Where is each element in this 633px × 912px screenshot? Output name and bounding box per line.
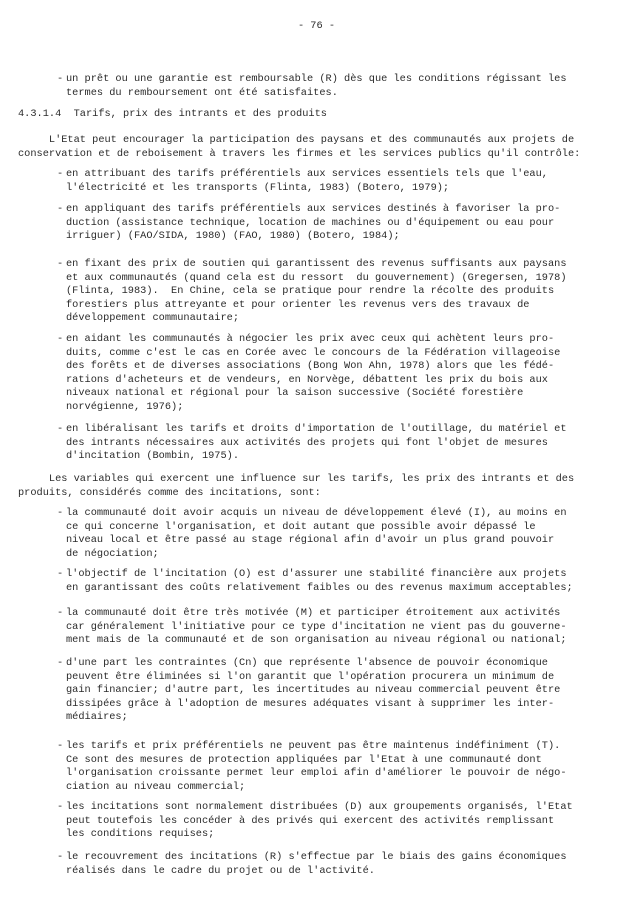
- list-item: [57, 423, 567, 464]
- text-line: (Flinta, 1983). En Chine, cela se pratique pour rendre la récolte des produits: [66, 285, 555, 298]
- text-line: réalisés dans le cadre du projet ou de l'activité.: [66, 864, 375, 877]
- text-line: ment mais de la communauté et de son organisation au niveau régional ou national;: [66, 634, 567, 647]
- text-line: l'électricité et les transports (Flinta, 1983) (Botero, 1979);: [66, 181, 450, 194]
- bullet-dash: -: [57, 851, 64, 863]
- text-line: conservation et de reboisement à travers les firmes et les services publics qu'il contrôle:: [18, 147, 581, 160]
- list-item: [57, 801, 573, 842]
- text-line: et aux communautés (quand cela est du ressort du gouvernement) (Gregersen, 1978): [66, 271, 567, 284]
- text-line: forestiers plus attreyante et pour orienter les revenus vers des travaux de: [66, 298, 530, 311]
- list-item: [57, 607, 567, 648]
- text-line: niveau local et être passé au stage régional afin d'avoir un plus grand pouvoir: [66, 534, 555, 547]
- text-line: les tarifs et prix préférentiels ne peuvent pas être maintenus indéfiniment (T).: [66, 740, 561, 752]
- text-line: en garantissant des coûts relativement faibles ou des revenus maximum acceptables;: [66, 581, 573, 594]
- list-item: [57, 851, 567, 878]
- bullet-dash: -: [57, 657, 64, 669]
- text-line: Ce sont des mesures de protection appliquées par l'Etat à une communauté dont: [66, 753, 542, 766]
- text-line: L'Etat peut encourager la participation des paysans et des communautés aux projets de: [18, 134, 575, 146]
- bullet-dash: -: [57, 507, 64, 519]
- list-item: [57, 168, 548, 195]
- text-line: de négociation;: [66, 547, 159, 560]
- paragraph: [18, 473, 574, 500]
- list-item: [57, 740, 567, 794]
- section-heading: 4.3.1.4 Tarifs, prix des intrants et des produits: [18, 108, 327, 120]
- text-line: en appliquant des tarifs préférentiels aux services destinés à favoriser la pro-: [66, 203, 561, 215]
- text-line: médiaires;: [66, 711, 128, 724]
- bullet-dash: -: [57, 203, 64, 215]
- text-line: ce qui concerne l'organisation, et doit autant que possible avoir dépassé le: [66, 520, 536, 533]
- list-item: [57, 73, 567, 100]
- text-line: l'organisation croissante permet leur emploi afin d'améliorer le pouvoir de négo-: [66, 767, 567, 780]
- text-line: Les variables qui exercent une influence sur les tarifs, les prix des intrants et des: [18, 473, 575, 485]
- text-line: dissipées grâce à l'adoption de mesures adéquates visant à supprimer les inter-: [66, 697, 555, 710]
- list-item: [57, 507, 567, 561]
- text-line: duits, comme c'est le cas en Corée avec le concours de la Fédération villageoise: [66, 346, 561, 359]
- text-line: niveaux national et régional pour la saison successive (Société forestière: [66, 387, 524, 400]
- text-line: des forêts et de diverses associations (Bong Won Ahn, 1978) alors que les fédé-: [66, 360, 555, 373]
- bullet-dash: -: [57, 258, 64, 270]
- paragraph: [18, 134, 580, 161]
- list-item: [57, 568, 573, 595]
- bullet-dash: -: [57, 568, 64, 580]
- text-line: le recouvrement des incitations (R) s'effectue par le biais des gains économiques: [66, 851, 567, 863]
- text-line: duction (assistance technique, location de machines ou d'équipement ou eau pour: [66, 216, 555, 229]
- bullet-dash: -: [57, 423, 64, 435]
- bullet-dash: -: [57, 333, 64, 345]
- text-line: l'objectif de l'incitation (O) est d'assurer une stabilité financière aux projets: [66, 568, 567, 580]
- text-line: en libéralisant les tarifs et droits d'importation de l'outillage, du matériel et: [66, 423, 567, 435]
- text-line: car généralement l'initiative pour ce type d'incitation ne vient pas du gouverne-: [66, 620, 567, 633]
- text-line: termes du remboursement ont été satisfaites.: [66, 86, 338, 99]
- page-number: - 76 -: [297, 20, 336, 32]
- text-line: la communauté doit être très motivée (M) et participer étroitement aux activités: [66, 607, 561, 619]
- text-line: peut toutefois les concéder à des privés qui exercent des activités remplissant: [66, 814, 555, 827]
- text-line: ciation au niveau commercial;: [66, 780, 246, 793]
- text-line: les incitations sont normalement distribuées (D) aux groupements organisés, l'Etat: [66, 801, 573, 813]
- text-line: gain financier; d'autre part, les incertitudes au niveau commercial peuvent être: [66, 684, 561, 697]
- text-line: des intrants nécessaires aux activités des projets qui font l'objet de mesures: [66, 436, 548, 449]
- text-line: développement communautaire;: [66, 312, 240, 325]
- bullet-dash: -: [57, 740, 64, 752]
- text-line: en aidant les communautés à négocier les prix avec ceux qui achètent leurs pro-: [66, 333, 555, 345]
- text-line: peuvent être éliminées si l'on garantit que l'opération procurera un minimum de: [66, 670, 555, 683]
- text-line: les conditions requises;: [66, 828, 215, 841]
- text-line: norvégienne, 1976);: [66, 400, 184, 413]
- list-item: [57, 333, 560, 415]
- text-line: d'une part les contraintes (Cn) que représente l'absence de pouvoir économique: [66, 657, 548, 669]
- text-line: la communauté doit avoir acquis un niveau de développement élevé (I), au moins en: [66, 507, 567, 519]
- text-line: en fixant des prix de soutien qui garantissent des revenus suffisants aux paysans: [66, 258, 567, 270]
- text-line: un prêt ou une garantie est remboursable (R) dès que les conditions régissant les: [66, 73, 567, 85]
- bullet-dash: -: [57, 73, 64, 85]
- bullet-dash: -: [57, 607, 64, 619]
- text-line: en attribuant des tarifs préférentiels aux services essentiels tels que l'eau,: [66, 168, 548, 180]
- list-item: [57, 657, 560, 725]
- list-item: [57, 203, 560, 244]
- text-line: rations d'acheteurs et de vendeurs, en Norvège, débattent les prix du bois aux: [66, 373, 548, 386]
- text-line: d'incitation (Bombin, 1975).: [66, 450, 240, 463]
- bullet-dash: -: [57, 168, 64, 180]
- bullet-dash: -: [57, 801, 64, 813]
- text-line: irriguer) (FAO/SIDA, 1980) (FAO, 1980) (Botero, 1984);: [66, 230, 400, 243]
- list-item: [57, 258, 567, 326]
- text-line: produits, considérés comme des incitations, sont:: [18, 486, 321, 499]
